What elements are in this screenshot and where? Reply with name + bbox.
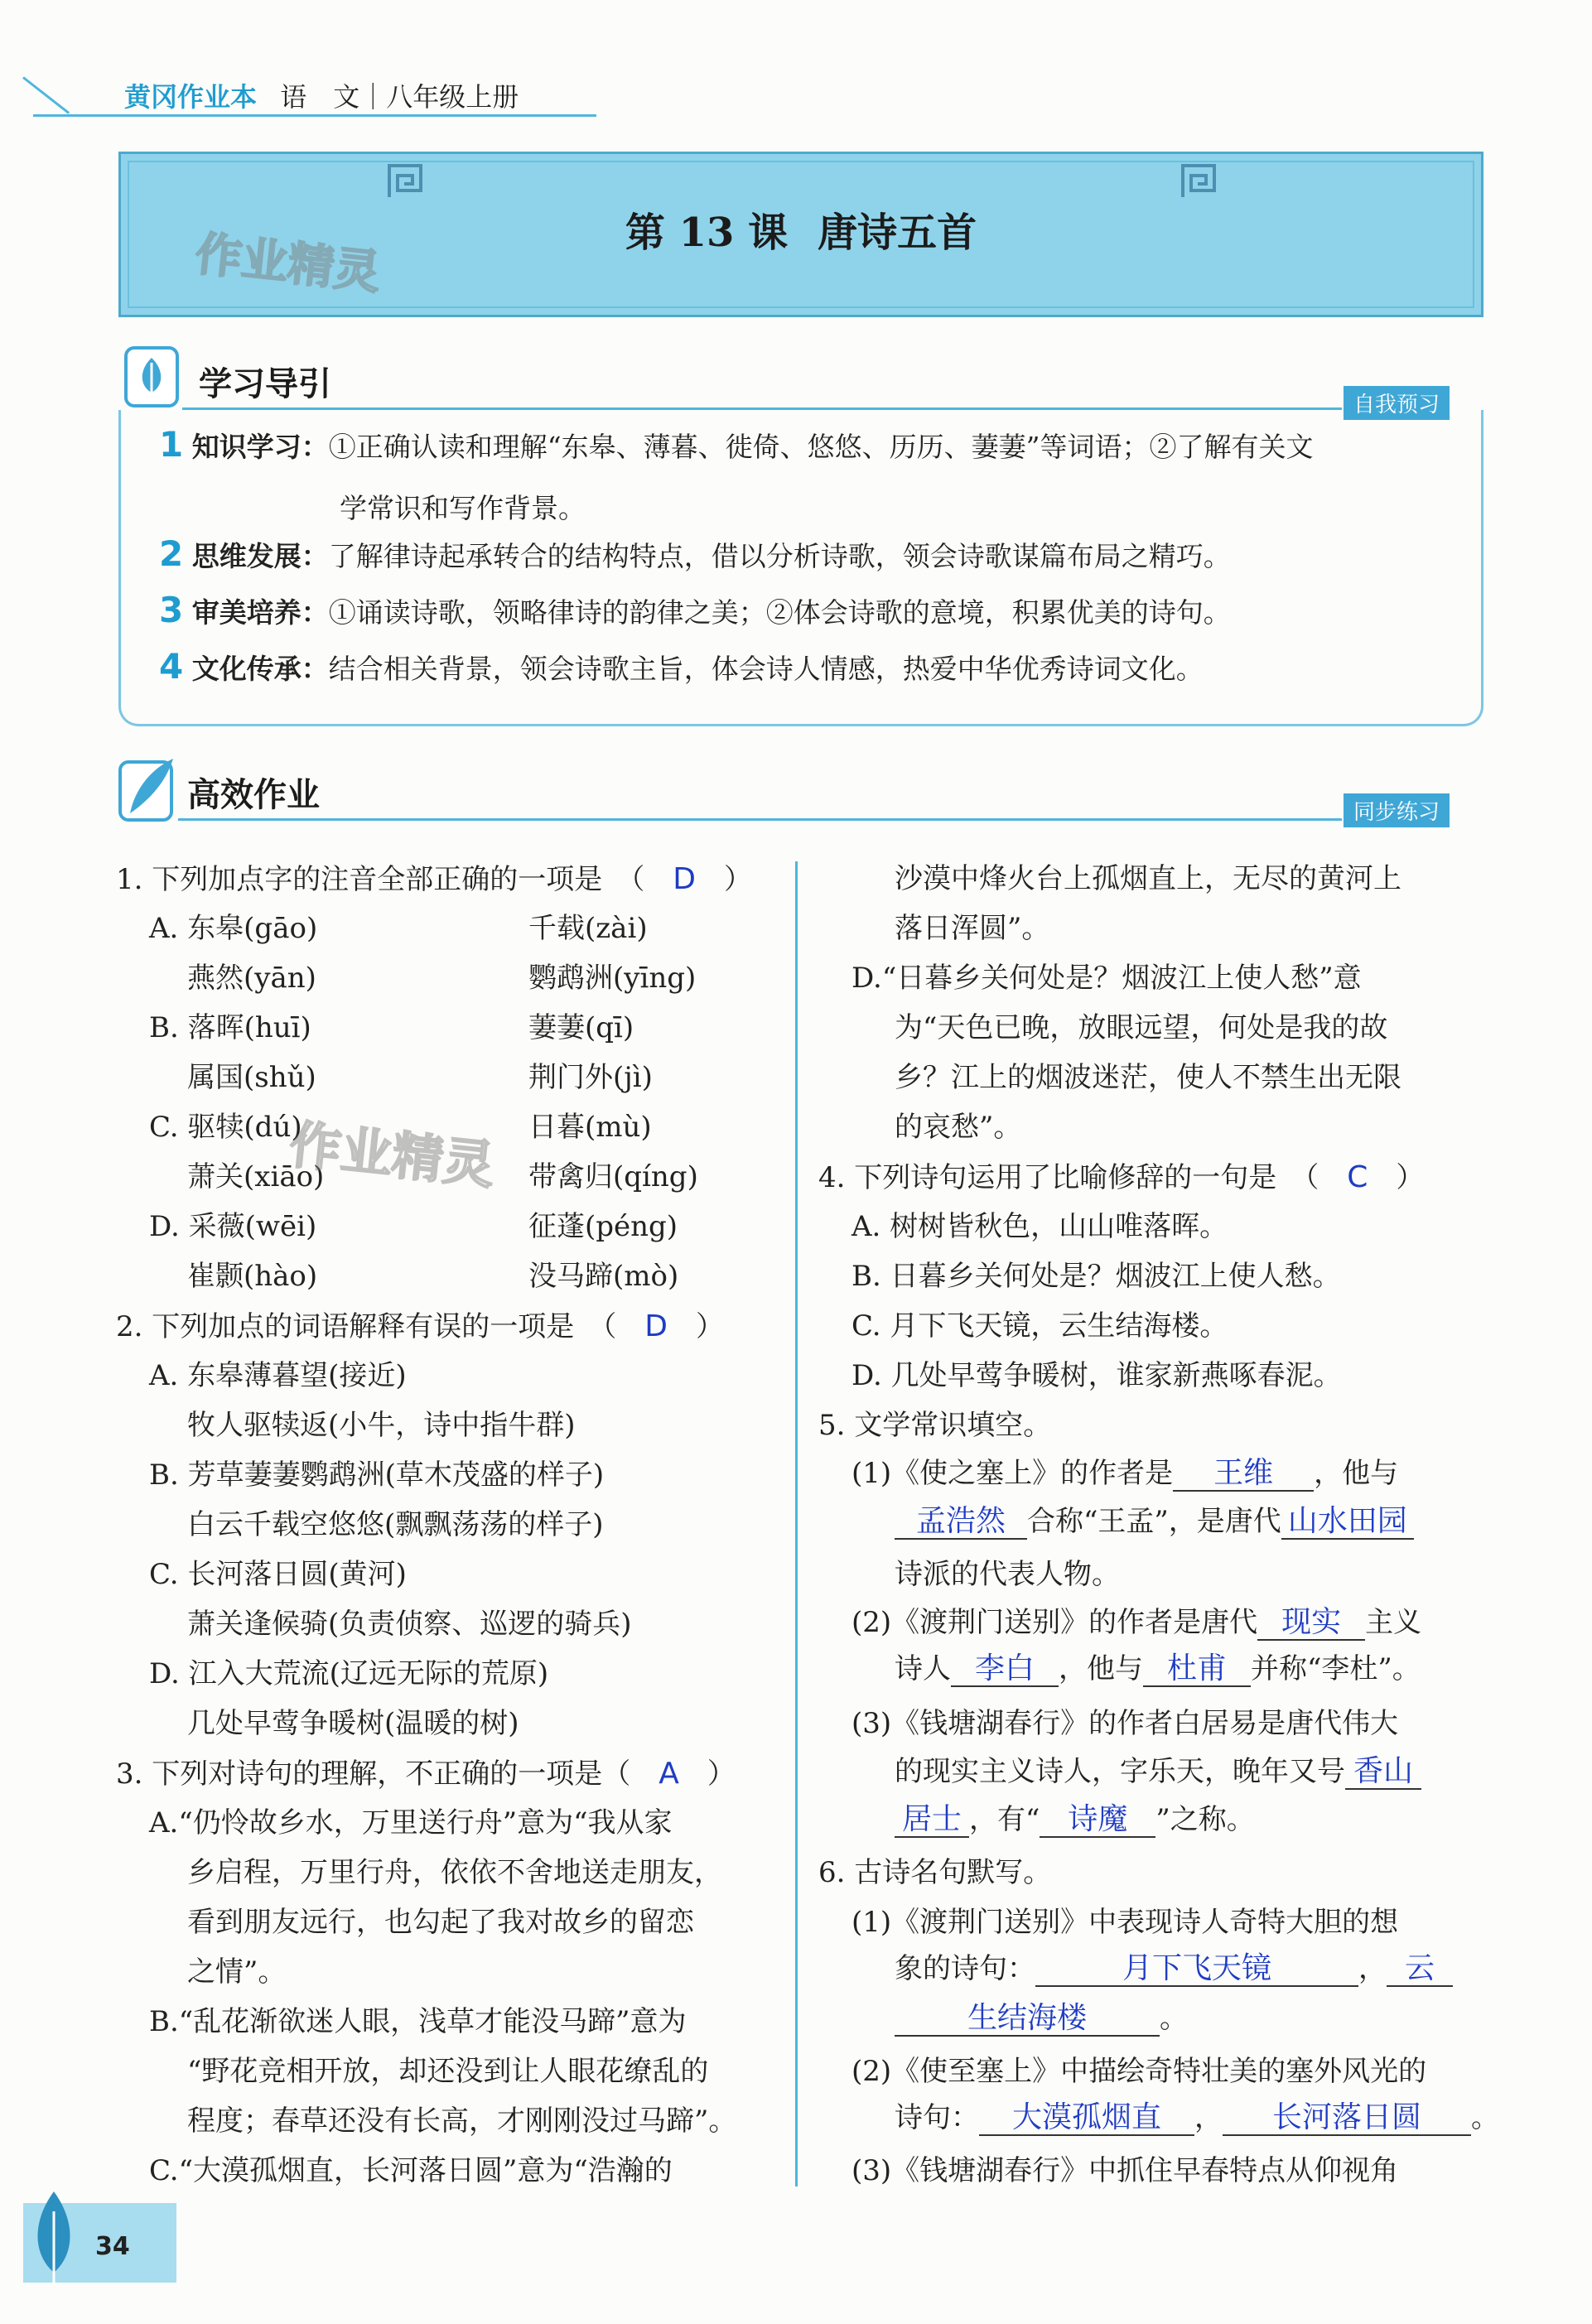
q5-text: 的现实主义诗人，字乐天，晚年又号 <box>895 1755 1345 1788</box>
guide-num: 4 <box>159 646 184 687</box>
guide-item-1 <box>159 424 1313 465</box>
q5-text: ，有“ <box>969 1803 1040 1836</box>
guide-num: 3 <box>159 590 184 630</box>
q5-text: (1)《使之塞上》的作者是 <box>851 1457 1174 1490</box>
q2-line: 几处早莺争暖树(温暖的树) <box>187 1707 519 1740</box>
watermark: 作业精灵 <box>287 1114 498 1196</box>
guide-text: 结合相关背景，领会诗歌主旨，体会诗人情感，热爱中华优秀诗词文化。 <box>328 653 1204 685</box>
q2-line: 萧关逢候骑(负责侦察、巡逻的骑兵) <box>187 1608 632 1641</box>
fret-ornament-right <box>1180 162 1218 200</box>
fret-ornament-left <box>386 162 424 200</box>
lesson-number: 第 13 课 <box>625 210 789 256</box>
q5-stem: 5. 文学常识填空。 <box>818 1409 1052 1442</box>
q6-line: (2)《使至塞上》中描绘奇特壮美的塞外风光的 <box>851 2055 1427 2088</box>
q3-right-line: 乡？江上的烟波迷茫，使人不禁生出无限 <box>895 1061 1401 1094</box>
q6-line: (1)《渡荆门送别》中表现诗人奇特大胆的想 <box>851 1906 1399 1939</box>
q5-text: 诗人 <box>895 1652 951 1685</box>
q3-line: B.“乱花渐欲迷人眼，浅草才能没马蹄”意为 <box>149 2005 687 2038</box>
header-decoration <box>22 76 70 113</box>
guide-item-2 <box>159 533 1231 574</box>
q5-text: ，他与 <box>1059 1652 1143 1685</box>
q3-stem: 3. 下列对诗句的理解，不正确的一项是（ A ） <box>116 1757 736 1791</box>
q5-blank-5: 李白 <box>951 1651 1059 1687</box>
q4-answer: C <box>1347 1160 1368 1194</box>
q1-opt: 崔颢(hào) <box>187 1260 318 1293</box>
q3-line: 看到朋友远行，也勾起了我对故乡的留恋 <box>187 1906 694 1939</box>
guide-key: 知识学习： <box>191 431 329 463</box>
guide-key: 审美培养： <box>191 596 329 629</box>
q2-stem-text: 2. 下列加点的词语解释有误的一项是 <box>116 1310 575 1343</box>
guide-text: ①诵读诗歌，领略律诗的韵律之美；②体会诗歌的意境，积累优美的诗句。 <box>328 596 1231 629</box>
q3-line: “野花竞相开放，却还没到让人眼花缭乱的 <box>187 2055 709 2088</box>
q5-text: 主义 <box>1365 1606 1422 1639</box>
q1-opt: 鹦鹉洲(yīng) <box>528 962 697 995</box>
q3-right-line: 落日浑圆”。 <box>895 912 1050 945</box>
q5-blank-7: 香山 <box>1345 1754 1421 1790</box>
guide-title: 学习导引 <box>199 365 331 403</box>
feather-pen-icon <box>118 755 178 822</box>
q5-blank-3: 山水田园 <box>1281 1504 1414 1540</box>
q2-line: 白云千载空悠悠(飘飘荡荡的样子) <box>187 1508 604 1541</box>
book-subject: 语 文｜八年级上册 <box>280 81 519 113</box>
q6-line <box>895 1951 1453 1987</box>
q5-text: 并称“李杜”。 <box>1251 1652 1421 1685</box>
q5-text: (2)《渡荆门送别》的作者是唐代 <box>851 1606 1258 1639</box>
q5-blank-8: 居士 <box>895 1802 969 1838</box>
q5-line <box>851 1456 1398 1492</box>
q2-line: C. 长河落日圆(黄河) <box>149 1558 407 1591</box>
guide-text: ①正确认读和理解“东皋、薄暮、徙倚、悠悠、历历、萋萋”等词语；②了解有关文 <box>328 431 1314 463</box>
leaf-icon <box>124 346 179 407</box>
q5-blank-6: 杜甫 <box>1143 1651 1251 1687</box>
q3-line: C.“大漠孤烟直，长河落日圆”意为“浩瀚的 <box>149 2154 673 2187</box>
q5-blank-1: 王维 <box>1173 1456 1314 1492</box>
q6-text: 。 <box>1471 2101 1499 2134</box>
q1-answer: D <box>673 862 696 896</box>
q3-right-line: 的哀愁”。 <box>895 1111 1022 1144</box>
q6-text: 象的诗句： <box>895 1952 1035 1985</box>
guide-tag: 自我预习 <box>1344 386 1450 420</box>
running-header <box>124 76 519 114</box>
q1-opt: 日暮(mù) <box>528 1111 652 1144</box>
book-brand: 黄冈作业本 <box>124 81 258 113</box>
lesson-name: 唐诗五首 <box>818 210 977 256</box>
watermark: 作业精灵 <box>192 227 384 301</box>
q6-text: ， <box>1358 1952 1387 1985</box>
q3-line: 之情”。 <box>187 1955 287 1989</box>
q2-line: D. 江入大荒流(辽远无际的荒原) <box>149 1657 549 1690</box>
header-rule <box>33 114 596 117</box>
q5-line <box>895 1651 1421 1687</box>
q4-option: C. 月下飞天镜，云生结海楼。 <box>851 1309 1228 1343</box>
homework-tag: 同步练习 <box>1344 793 1450 827</box>
q5-line: (3)《钱塘湖春行》的作者白居易是唐代伟大 <box>851 1707 1399 1740</box>
q5-blank-2: 孟浩然 <box>895 1504 1027 1540</box>
q1-opt: 荆门外(jì) <box>528 1061 653 1094</box>
q2-line: 牧人驱犊返(小牛，诗中指牛群) <box>187 1409 576 1442</box>
guide-item-3 <box>159 590 1231 630</box>
guide-key: 思维发展： <box>191 540 329 572</box>
q3-right-line: 为“天色已晚，放眼远望，何处是我的故 <box>895 1011 1388 1044</box>
guide-key: 文化传承： <box>191 653 329 685</box>
q3-line: 程度；春草还没有长高，才刚刚没过马蹄”。 <box>187 2105 737 2138</box>
q1-opt: A. 东皋(gāo) <box>149 912 318 945</box>
homework-title: 高效作业 <box>187 776 320 814</box>
q4-stem-text: 4. 下列诗句运用了比喻修辞的一句是 <box>818 1161 1277 1194</box>
page-number: 34 <box>95 2232 130 2261</box>
q1-opt: 萋萋(qī) <box>528 1011 634 1044</box>
q3-line: 乡启程，万里行舟，依依不舍地送走朋友， <box>187 1856 722 1889</box>
q5-line <box>895 1754 1421 1790</box>
homework-rule <box>178 818 1342 821</box>
q2-line: B. 芳草萋萋鹦鹉洲(草木茂盛的样子) <box>149 1459 605 1492</box>
q2-line: A. 东皋薄暮望(接近) <box>149 1359 407 1392</box>
q3-right-line: 沙漠中烽火台上孤烟直上，无尽的黄河上 <box>895 862 1401 895</box>
q5-line <box>895 1504 1414 1540</box>
q5-text: ，他与 <box>1314 1457 1399 1490</box>
q1-opt: 千载(zài) <box>528 912 648 945</box>
guide-item-1-cont: 学常识和写作背景。 <box>340 492 586 524</box>
q5-blank-4: 现实 <box>1257 1605 1365 1641</box>
q1-opt: 征蓬(péng) <box>528 1210 678 1243</box>
q1-stem: 1. 下列加点字的注音全部正确的一项是 （ D ） <box>116 862 752 896</box>
guide-num: 1 <box>159 424 184 465</box>
guide-num: 2 <box>159 533 184 574</box>
q6-blank-3: 生结海楼 <box>895 2001 1160 2037</box>
q6-blank-4: 大漠孤烟直 <box>979 2100 1194 2136</box>
q3-right-line: D.“日暮乡关何处是？烟波江上使人愁”意 <box>851 962 1362 995</box>
q6-blank-5: 长河落日圆 <box>1223 2100 1471 2136</box>
lesson-banner <box>118 152 1483 317</box>
q1-opt: 属国(shǔ) <box>187 1061 316 1094</box>
lesson-title <box>121 200 1481 258</box>
q1-opt: D. 采薇(wēi) <box>149 1210 317 1243</box>
q5-text: ”之称。 <box>1155 1803 1255 1836</box>
q6-text: 。 <box>1160 2002 1188 2035</box>
q6-text: 诗句： <box>895 2101 979 2134</box>
q3-line: A.“仍怜故乡水，万里送行舟”意为“我从家 <box>149 1806 673 1839</box>
q1-opt: C. 驱犊(dú) <box>149 1111 302 1144</box>
q1-opt: B. 落晖(huī) <box>149 1011 311 1044</box>
q6-text: ， <box>1194 2101 1223 2134</box>
q6-line <box>895 2100 1499 2136</box>
q6-blank-1: 月下飞天镜 <box>1035 1951 1358 1987</box>
q6-blank-2: 云 <box>1387 1951 1453 1987</box>
q3-answer: A <box>659 1757 679 1791</box>
q4-option: A. 树树皆秋色，山山唯落晖。 <box>851 1210 1228 1243</box>
q5-line <box>851 1605 1421 1641</box>
q2-answer: D <box>644 1309 668 1343</box>
q5-line: 诗派的代表人物。 <box>895 1558 1120 1591</box>
q2-stem: 2. 下列加点的词语解释有误的一项是 （ D ） <box>116 1309 724 1343</box>
q4-stem: 4. 下列诗句运用了比喻修辞的一句是 （ C ） <box>818 1160 1425 1194</box>
q4-option: B. 日暮乡关何处是？烟波江上使人愁。 <box>851 1260 1341 1293</box>
q1-opt: 带禽归(qíng) <box>528 1160 698 1193</box>
q4-option: D. 几处早莺争暖树，谁家新燕啄春泥。 <box>851 1359 1342 1392</box>
q3-stem-text: 3. 下列对诗句的理解，不正确的一项是 <box>116 1757 603 1791</box>
q6-stem: 6. 古诗名句默写。 <box>818 1856 1052 1889</box>
tree-icon <box>25 2187 83 2286</box>
q6-line <box>895 2001 1188 2037</box>
q6-line: (3)《钱塘湖春行》中抓住早春特点从仰视角 <box>851 2154 1399 2187</box>
guide-text: 了解律诗起承转合的结构特点，借以分析诗歌，领会诗歌谋篇布局之精巧。 <box>328 540 1231 572</box>
guide-item-4 <box>159 646 1204 687</box>
q1-opt: 没马蹄(mò) <box>528 1260 679 1293</box>
q5-text: 合称“王孟”，是唐代 <box>1027 1505 1281 1538</box>
q1-opt: 萧关(xiāo) <box>187 1160 325 1193</box>
q5-line <box>895 1802 1255 1838</box>
q1-opt: 燕然(yān) <box>187 962 316 995</box>
q1-stem-text: 1. 下列加点字的注音全部正确的一项是 <box>116 863 603 896</box>
column-divider <box>795 861 798 2187</box>
q5-blank-9: 诗魔 <box>1040 1802 1155 1838</box>
